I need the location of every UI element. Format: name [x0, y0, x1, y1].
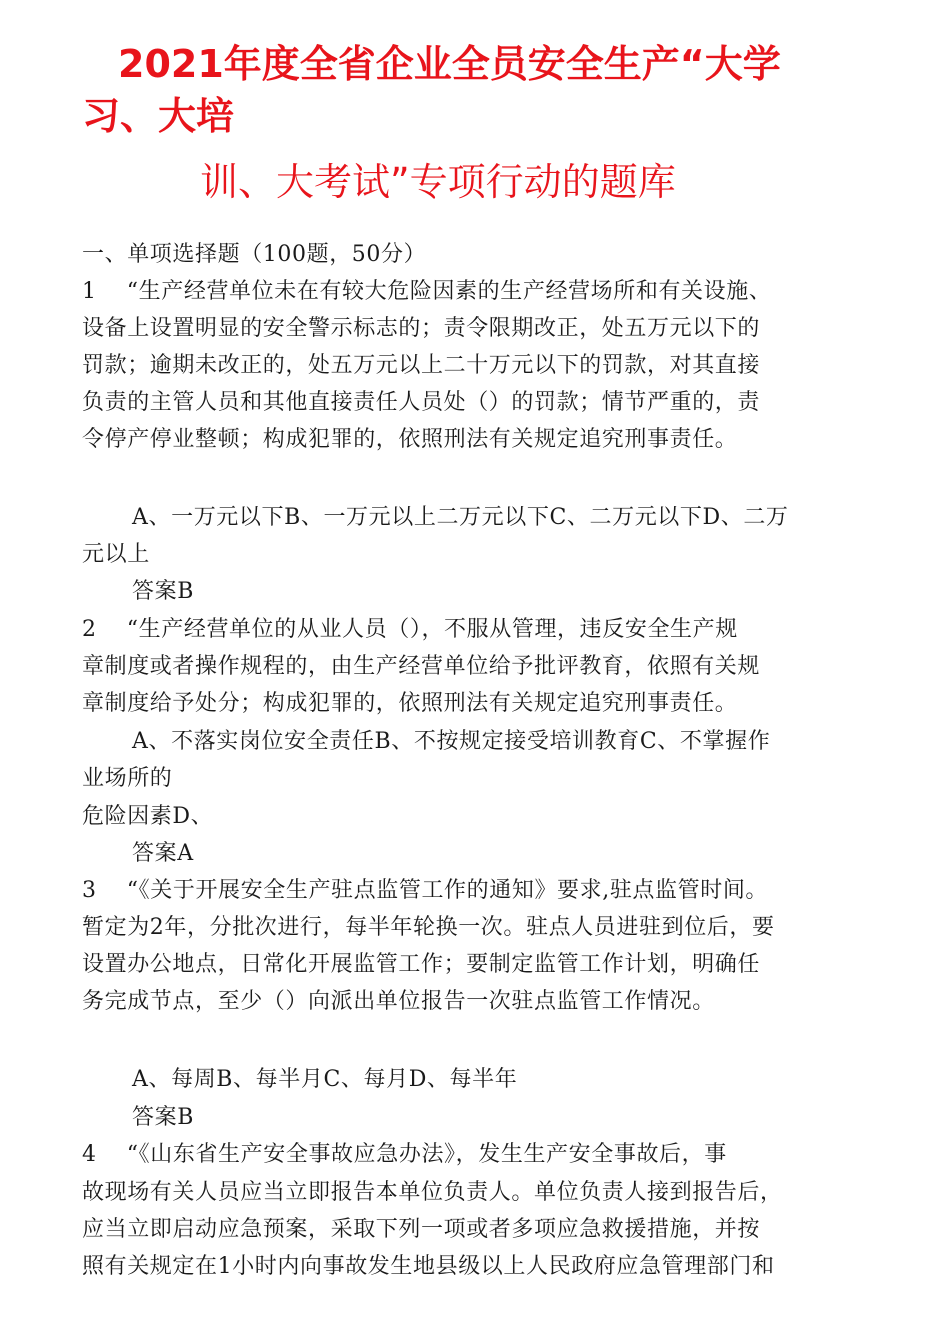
q3-line-4: 务完成节点，至少（）向派出单位报告一次驻点监管工作情况。 — [82, 989, 715, 1014]
q3-line-2: 暂定为2年，分批次进行，每半年轮换一次。驻点人员进驻到位后，要 — [82, 915, 775, 940]
section-heading: 一、单项选择题（100题，50分） — [82, 242, 427, 267]
q3-answer: 答案B — [132, 1105, 194, 1130]
q3-line-3: 设置办公地点，日常化开展监管工作；要制定监管工作计划，明确任 — [82, 952, 761, 977]
q2-answer: 答案A — [132, 841, 194, 866]
q3-options-line-1: A、每周B、每半月C、每月D、每半年 — [132, 1067, 518, 1092]
q2-line-2: 章制度或者操作规程的，由生产经营单位给予批评教育，依照有关规 — [82, 654, 761, 679]
q1-line-1: 1 “生产经营单位未在有较大危险因素的生产经营场所和有关设施、 — [82, 279, 772, 304]
q2-options-line-3: 危险因素D、 — [82, 804, 214, 829]
q1-options-line-1: A、一万元以下B、一万元以上二万元以下C、二万元以下D、二万 — [132, 505, 789, 530]
q1-line-4: 负责的主管人员和其他直接责任人员处（）的罚款；情节严重的，责 — [82, 390, 761, 415]
q4-line-4: 照有关规定在1小时内向事故发生地县级以上人民政府应急管理部门和 — [82, 1254, 775, 1279]
q4-line-3: 应当立即启动应急预案，采取下列一项或者多项应急救援措施，并按 — [82, 1217, 761, 1242]
q1-line-5: 令停产停业整顿；构成犯罪的，依照刑法有关规定追究刑事责任。 — [82, 427, 738, 452]
q2-line-1: 2 “生产经营单位的从业人员（），不服从管理，违反安全生产规 — [82, 617, 738, 642]
doc-title-line-1: 2021年度全省企业全员安全生产“大学 — [118, 42, 781, 86]
q1-line-3: 罚款；逾期未改正的，处五万元以上二十万元以下的罚款，对其直接 — [82, 353, 761, 378]
q1-answer: 答案B — [132, 579, 194, 604]
q4-line-1: 4 “《山东省生产安全事故应急办法》，发生生产安全事故后，事 — [82, 1142, 727, 1167]
q2-options-line-1: A、不落实岗位安全责任B、不按规定接受培训教育C、不掌握作 — [132, 729, 771, 754]
q2-options-line-2: 业场所的 — [82, 766, 173, 791]
q4-line-2: 故现场有关人员应当立即报告本单位负责人。单位负责人接到报告后， — [82, 1180, 783, 1205]
q3-line-1: 3 “《关于开展安全生产驻点监管工作的通知》要求,驻点监管时间。 — [82, 878, 769, 903]
q1-line-2: 设备上设置明显的安全警示标志的；责令限期改正，处五万元以下的 — [82, 316, 761, 341]
doc-title-line-2: 习、大培 — [82, 94, 235, 138]
q1-options-line-2: 元以上 — [82, 542, 150, 567]
q2-line-3: 章制度给予处分；构成犯罪的，依照刑法有关规定追究刑事责任。 — [82, 691, 738, 716]
doc-title-line-3: 训、大考试”专项行动的题库 — [200, 160, 676, 204]
